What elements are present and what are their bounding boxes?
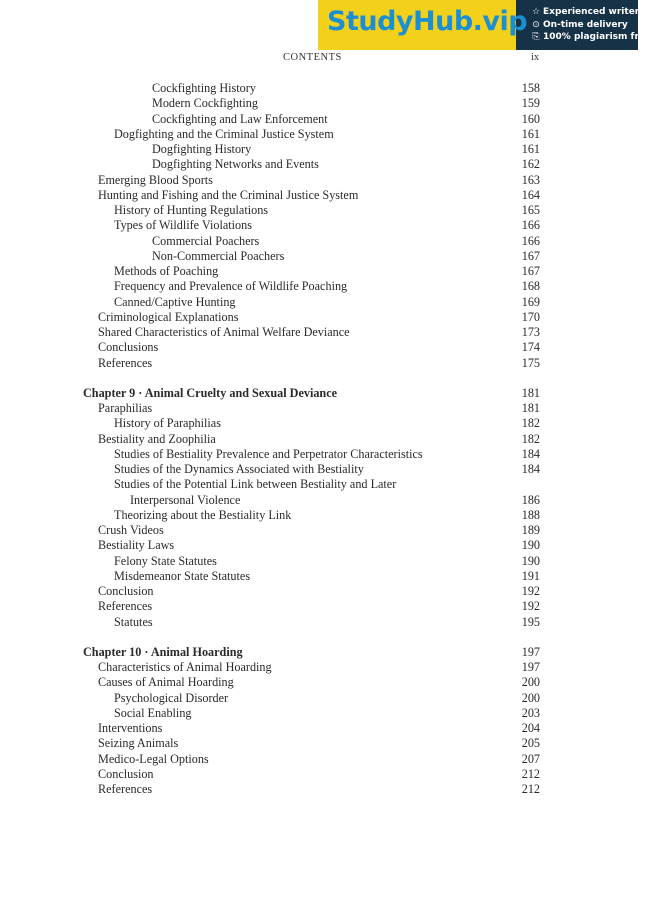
toc-entry-page: 200	[521, 690, 540, 705]
toc-entry-page: 204	[521, 721, 540, 735]
toc-entry-title: Causes of Animal Hoarding	[98, 675, 234, 690]
toc-entry-page: 175	[521, 355, 540, 370]
toc-entry[interactable]	[0, 295, 638, 310]
toc-entry[interactable]	[0, 401, 638, 416]
toc-entry-title: Theorizing about the Bestiality Link	[114, 507, 292, 522]
toc-entry[interactable]	[0, 660, 638, 675]
toc-entry-page: 212	[521, 782, 540, 796]
bullet-text: Experienced writers	[543, 7, 645, 17]
toc-entry[interactable]	[0, 752, 638, 767]
toc-entry-page: 167	[521, 248, 540, 263]
section-gap	[0, 630, 638, 645]
toc-entry[interactable]	[0, 767, 638, 782]
toc-entry[interactable]	[0, 234, 638, 249]
toc-entry-page: 184	[521, 462, 540, 476]
toc-entry-page: 192	[521, 584, 540, 598]
toc-entry-page: 159	[521, 96, 540, 111]
toc-entry[interactable]	[0, 615, 638, 630]
toc-entry[interactable]	[0, 432, 638, 447]
toc-entry-page: 197	[521, 660, 540, 674]
toc-entry-title: Bestiality Laws	[98, 538, 175, 553]
banner-bullet	[531, 19, 651, 32]
toc-entry-page: 188	[521, 507, 540, 522]
toc-entry[interactable]	[0, 356, 638, 371]
running-header	[0, 52, 638, 66]
star-icon: ☆	[531, 7, 541, 17]
toc-entry[interactable]	[0, 706, 638, 721]
toc-entry-title: Characteristics of Animal Hoarding	[98, 660, 272, 674]
toc-entry[interactable]	[0, 416, 638, 431]
toc-entry-page: 158	[521, 81, 540, 95]
toc-entry-title: References	[98, 355, 153, 370]
toc-entry-page: 165	[521, 203, 540, 217]
toc-entry-page: 161	[521, 126, 540, 141]
section-gap	[0, 371, 638, 386]
toc-entry-page: 181	[521, 401, 540, 415]
toc-entry-page: 160	[521, 111, 540, 126]
running-header-title: CONTENTS	[283, 52, 342, 63]
toc-entry-page: 182	[521, 431, 540, 446]
toc-entry-title: Non-Commercial Poachers	[152, 248, 285, 263]
toc-entry-title: Seizing Animals	[98, 736, 179, 751]
toc-entry-page: 191	[521, 568, 540, 583]
toc-entry[interactable]	[0, 127, 638, 142]
toc-entry-title: Conclusion	[98, 766, 154, 781]
toc-entry-title: Hunting and Fishing and the Criminal Justice System	[98, 187, 359, 202]
toc-entry-page: 205	[521, 736, 540, 751]
banner-bullet	[531, 31, 651, 44]
toc-entry-title: Cockfighting and Law Enforcement	[152, 111, 328, 126]
bullet-text: 100% plagiarism free	[543, 32, 651, 42]
toc-entry-title: Chapter 10 · Animal Hoarding	[83, 644, 243, 659]
toc-entry-title: Studies of Bestiality Prevalence and Perpetrator Characteristics	[114, 446, 423, 461]
toc-entry-page: 164	[521, 187, 540, 202]
toc-entry-page: 203	[521, 705, 540, 720]
toc-entry-title: Interpersonal Violence	[130, 492, 241, 507]
toc-entry[interactable]	[0, 538, 638, 553]
toc-entry-page: 166	[521, 233, 540, 248]
toc-entry-title: Canned/Captive Hunting	[114, 294, 236, 309]
toc-entry[interactable]	[0, 584, 638, 599]
toc-entry[interactable]	[0, 691, 638, 706]
toc-entry[interactable]	[0, 736, 638, 751]
toc-entry[interactable]	[0, 188, 638, 203]
toc-entry-title: Types of Wildlife Violations	[114, 218, 252, 233]
toc-entry[interactable]	[0, 447, 638, 462]
toc-entry[interactable]	[0, 721, 638, 736]
toc-entry[interactable]	[0, 96, 638, 111]
toc-entry-title: Medico-Legal Options	[98, 751, 209, 766]
toc-entry[interactable]	[0, 523, 638, 538]
toc-entry-title: Studies of the Potential Link between Bestiality and Later	[114, 477, 397, 492]
toc-entry-title: Dogfighting and the Criminal Justice System	[114, 126, 334, 141]
toc-entry-title: Psychological Disorder	[114, 690, 229, 705]
toc-entry-page: 190	[521, 538, 540, 553]
clock-icon: ⊙	[532, 19, 540, 30]
toc-entry-title: Emerging Blood Sports	[98, 172, 213, 187]
table-of-contents	[0, 81, 638, 797]
toc-entry[interactable]	[0, 554, 638, 569]
toc-entry-title: Cockfighting History	[152, 81, 256, 95]
toc-entry-page: 170	[521, 309, 540, 324]
toc-entry-title: Felony State Statutes	[114, 553, 217, 568]
toc-entry-page: 182	[521, 416, 540, 431]
toc-entry[interactable]	[0, 310, 638, 325]
copy-icon: ⎘	[532, 32, 540, 42]
toc-entry-title: Paraphilias	[98, 401, 153, 415]
toc-entry-page: 190	[521, 553, 540, 568]
toc-entry[interactable]	[0, 477, 638, 492]
toc-entry-page: 189	[521, 523, 540, 537]
toc-entry-page: 186	[521, 492, 540, 507]
toc-entry[interactable]	[0, 462, 638, 477]
toc-entry-title: Dogfighting Networks and Events	[152, 157, 319, 172]
toc-entry-title: References	[98, 599, 153, 614]
toc-entry[interactable]	[0, 157, 638, 172]
toc-entry-title: Conclusion	[98, 584, 154, 598]
toc-entry[interactable]	[0, 325, 638, 340]
ad-banner[interactable]	[318, 0, 651, 50]
toc-entry-page: 200	[521, 675, 540, 690]
toc-entry-title: History of Paraphilias	[114, 416, 221, 431]
toc-entry-title: Shared Characteristics of Animal Welfare Deviance	[98, 325, 350, 339]
toc-entry-title: Frequency and Prevalence of Wildlife Poaching	[114, 279, 348, 294]
toc-entry-title: Studies of the Dynamics Associated with Bestiality	[114, 462, 364, 476]
toc-entry[interactable]	[0, 340, 638, 355]
banner-bullets	[531, 6, 651, 44]
toc-entry-page: 174	[521, 340, 540, 355]
toc-entry-title: History of Hunting Regulations	[114, 203, 269, 217]
toc-entry-page: 173	[521, 325, 540, 339]
toc-entry-title: Modern Cockfighting	[152, 96, 258, 111]
toc-entry-page: 197	[521, 644, 540, 659]
toc-entry[interactable]	[0, 264, 638, 279]
toc-chapter-entry[interactable]	[0, 645, 638, 660]
toc-entry-title: Conclusions	[98, 340, 159, 355]
toc-entry[interactable]	[0, 493, 638, 508]
toc-entry[interactable]	[0, 112, 638, 127]
logo-box	[318, 0, 528, 50]
toc-entry[interactable]	[0, 218, 638, 233]
toc-entry-page: 181	[521, 385, 540, 400]
toc-entry[interactable]	[0, 569, 638, 584]
toc-entry-page: 184	[521, 446, 540, 461]
toc-entry[interactable]	[0, 599, 638, 614]
toc-entry-page: 166	[521, 218, 540, 233]
toc-entry-page: 207	[521, 751, 540, 766]
toc-entry-title: Crush Videos	[98, 523, 164, 537]
toc-entry-page: 168	[521, 279, 540, 294]
toc-entry-title: Interventions	[98, 721, 163, 735]
toc-entry-page: 163	[521, 172, 540, 187]
toc-entry-page: 212	[521, 766, 540, 781]
toc-entry-page: 167	[521, 264, 540, 278]
toc-entry[interactable]	[0, 782, 638, 797]
toc-entry[interactable]	[0, 81, 638, 96]
toc-entry[interactable]	[0, 249, 638, 264]
toc-entry[interactable]	[0, 142, 638, 157]
toc-entry-title: Misdemeanor State Statutes	[114, 568, 251, 583]
toc-entry[interactable]	[0, 279, 638, 294]
toc-entry[interactable]	[0, 203, 638, 218]
toc-entry-title: Social Enabling	[114, 705, 192, 720]
toc-entry-title: Bestiality and Zoophilia	[98, 431, 216, 446]
toc-entry-title: References	[98, 782, 153, 796]
toc-entry[interactable]	[0, 675, 638, 690]
toc-chapter-entry[interactable]	[0, 386, 638, 401]
toc-entry-title: Dogfighting History	[152, 142, 252, 156]
banner-bullet	[531, 6, 651, 19]
toc-entry-page: 169	[521, 294, 540, 309]
toc-entry-title: Methods of Poaching	[114, 264, 219, 278]
toc-entry-title: Chapter 9 · Animal Cruelty and Sexual Deviance	[83, 385, 338, 400]
bullet-text: On-time delivery	[543, 19, 628, 30]
toc-entry-title: Commercial Poachers	[152, 233, 260, 248]
toc-entry[interactable]	[0, 173, 638, 188]
toc-entry-page: 192	[521, 599, 540, 614]
toc-entry-title: Criminological Explanations	[98, 309, 239, 324]
toc-entry-title: Statutes	[114, 614, 153, 629]
running-header-page-number: ix	[531, 52, 540, 63]
toc-entry[interactable]	[0, 508, 638, 523]
toc-entry-page: 162	[521, 157, 540, 172]
toc-entry-page: 195	[521, 614, 540, 629]
toc-entry-page: 161	[521, 142, 540, 156]
studyhub-logo: StudyHub.vip	[327, 6, 528, 37]
